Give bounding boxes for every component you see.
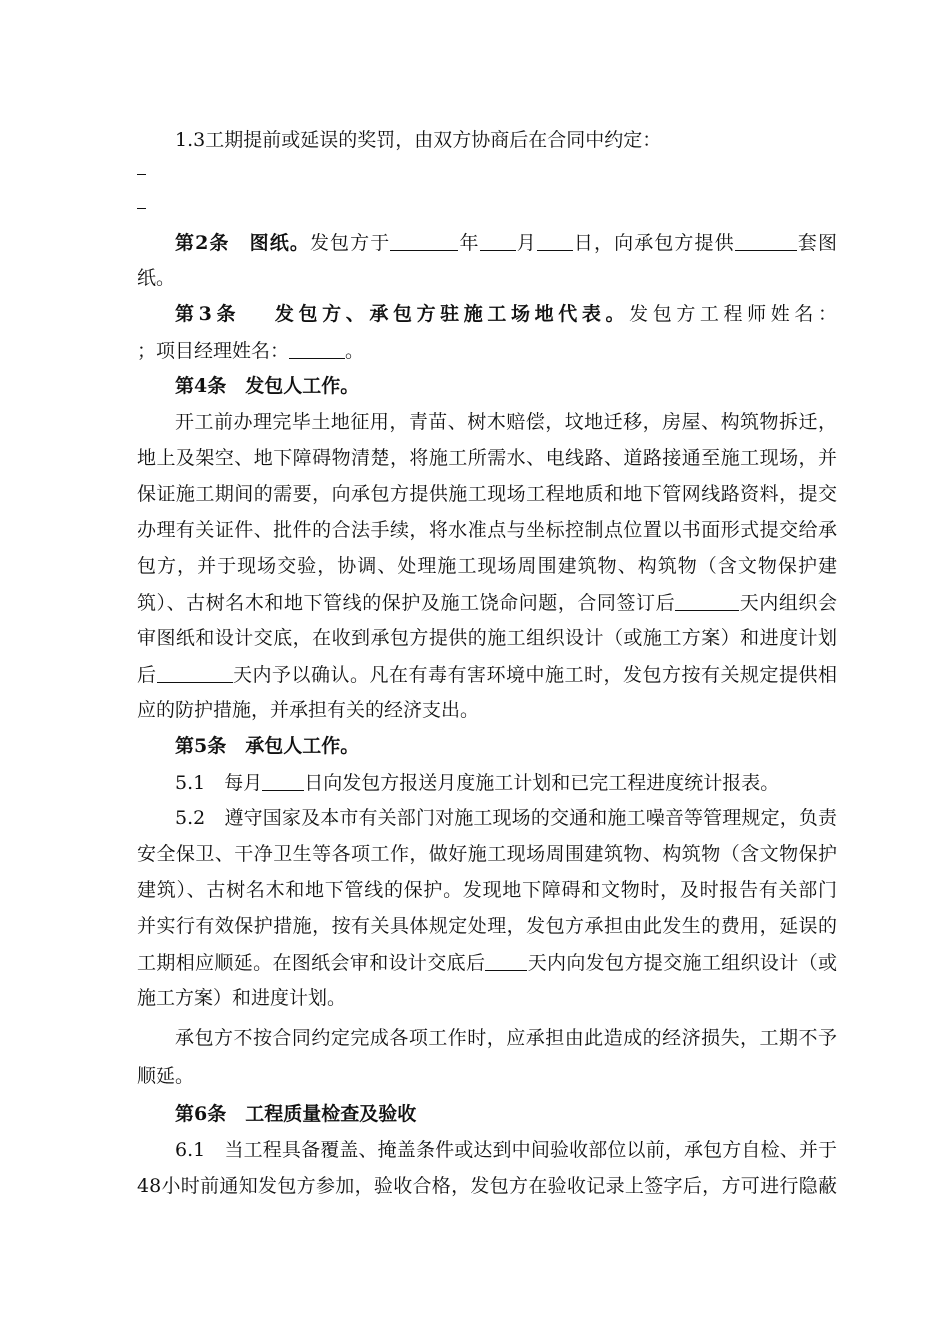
blank-line-1: [137, 174, 146, 175]
article-4-line-8: 后 天内予以确认。凡在有毒有害环境中施工时，发包方按有关规定提供相: [137, 664, 837, 686]
article-2-line-2: 纸。: [137, 267, 176, 289]
blank-field: [735, 230, 797, 251]
clause-6-1-line-1: 6.1 当工程具备覆盖、掩盖条件或达到中间验收部位以前，承包方自检、并于: [175, 1139, 837, 1161]
blank-field: [262, 770, 304, 791]
article-4-heading: 第4条 发包人工作。: [175, 375, 360, 397]
article-6-heading: 第6条 工程质量检查及验收: [175, 1103, 417, 1125]
blank-field: [390, 230, 458, 251]
clause-5-2-line-5: 工期相应顺延。在图纸会审和设计交底后 天内向发包方提交施工组织设计（或: [137, 952, 837, 974]
article-4-line-1: 开工前办理完毕土地征用，青苗、树木赔偿，坟地迁移，房屋、构筑物拆迁，: [175, 411, 837, 433]
article-2-heading: 第2条 图纸。: [175, 232, 310, 254]
clause-5-2-line-6: 施工方案）和进度计划。: [137, 987, 347, 1009]
clause-5-3-line-1: 承包方不按合同约定完成各项工作时，应承担由此造成的经济损失，工期不予: [175, 1027, 837, 1049]
article-4-line-7: 审图纸和设计交底，在收到承包方提供的施工组织设计（或施工方案）和进度计划: [137, 627, 837, 649]
clause-5-2-line-2: 安全保卫、干净卫生等各项工作，做好施工现场周围建筑物、构筑物（含文物保护: [137, 843, 837, 865]
article-4-line-9: 应的防护措施，并承担有关的经济支出。: [137, 699, 480, 721]
article-4-line-2: 地上及架空、地下障碍物清楚，将施工所需水、电线路、道路接通至施工现场，并: [137, 447, 837, 469]
article-5-heading: 第5条 承包人工作。: [175, 735, 360, 757]
article-4-line-4: 办理有关证件、批件的合法手续，将水准点与坐标控制点位置以书面形式提交给承: [137, 519, 837, 541]
article-4-line-6: 筑）、古树名木和地下管线的保护及施工饶命问题，合同签订后 天内组织会: [137, 592, 837, 614]
clause-5-2-line-3: 建筑）、古树名木和地下管线的保护。发现地下障碍和文物时，及时报告有关部门: [137, 879, 837, 901]
blank-field: [480, 230, 516, 251]
clause-5-2-line-4: 并实行有效保护措施，按有关具体规定处理，发包方承担由此发生的费用，延误的: [137, 915, 837, 937]
blank-field: [289, 338, 345, 359]
article-4-line-5: 包方，并于现场交验，协调、处理施工现场周围建筑物、构筑物（含文物保护建: [137, 555, 837, 577]
clause-5-1: 5.1 每月 日向发包方报送月度施工计划和已完工程进度统计报表。: [175, 772, 780, 794]
clause-1-3: 1.3工期提前或延误的奖罚，由双方协商后在合同中约定：: [175, 129, 662, 151]
article-4-line-3: 保证施工期间的需要，向承包方提供施工现场工程地质和地下管网线路资料，提交: [137, 483, 837, 505]
blank-field: [537, 230, 573, 251]
article-3-heading: 第3条 发包方、承包方驻施工场地代表。: [175, 303, 630, 325]
clause-5-2-line-1: 5.2 遵守国家及本市有关部门对施工现场的交通和施工噪音等管理规定，负责: [175, 807, 837, 829]
article-2-line-1: 第2条 图纸。发包方于 年 月 日，向承包方提供 套图: [175, 232, 837, 254]
blank-line-2: [137, 208, 146, 209]
clause-5-3-line-2: 顺延。: [137, 1065, 195, 1087]
blank-field: [485, 950, 527, 971]
article-3-line-1: 第3条 发包方、承包方驻施工场地代表。发包方工程师姓名：: [175, 303, 837, 325]
article-3-line-2: ；项目经理姓名： 。: [137, 340, 365, 362]
blank-field: [157, 662, 233, 683]
blank-field: [675, 590, 739, 611]
clause-6-1-line-2: 48小时前通知发包方参加，验收合格，发包方在验收记录上签字后，方可进行隐蔽: [137, 1175, 837, 1197]
